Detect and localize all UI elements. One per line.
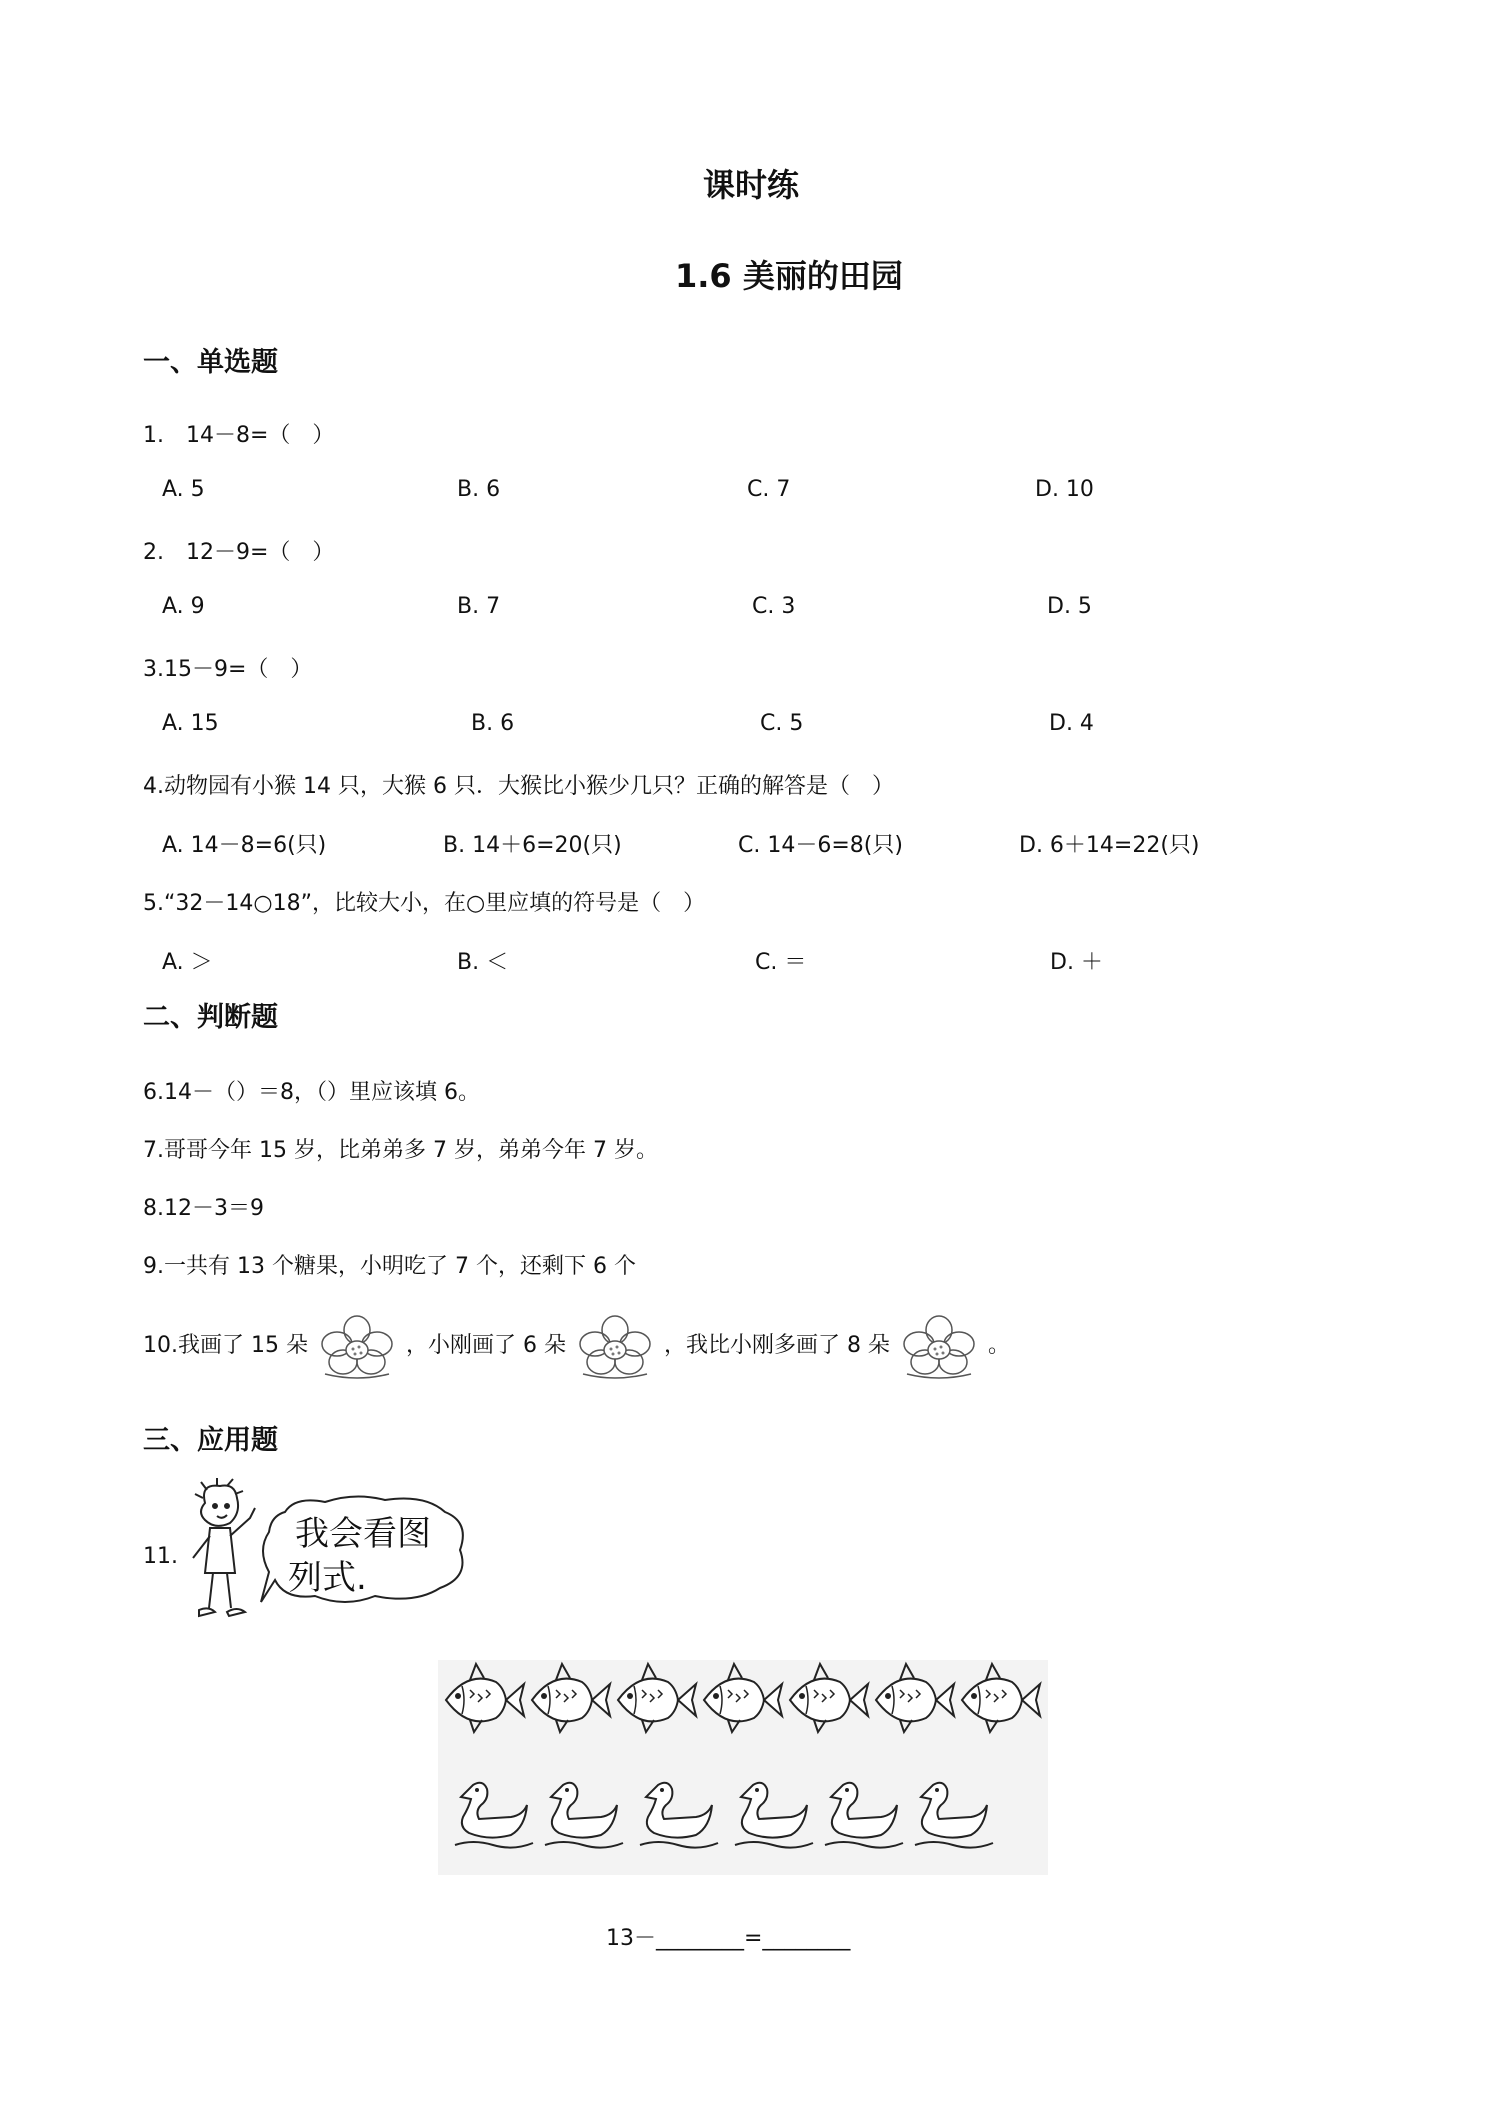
option: C. 3 bbox=[752, 594, 796, 619]
option: D. ＋ bbox=[1050, 950, 1103, 975]
flower-icon bbox=[315, 1308, 399, 1384]
option: A. 14－8=6(只) bbox=[162, 833, 327, 858]
section-heading-single-choice: 一、单选题 bbox=[143, 347, 278, 378]
question-10 bbox=[143, 1308, 1010, 1384]
section-heading-true-false: 二、判断题 bbox=[143, 1002, 278, 1033]
option: A. ＞ bbox=[162, 950, 213, 975]
question-stem: 8.12－3＝9 bbox=[143, 1196, 264, 1221]
bubble-line-2: 列式. bbox=[288, 1558, 367, 1598]
question-stem: 7.哥哥今年 15 岁，比弟弟多 7 岁，弟弟今年 7 岁。 bbox=[143, 1138, 658, 1163]
q10-part2: ，小刚画了 6 朵 bbox=[405, 1333, 566, 1358]
q10-part3: ，我比小刚多画了 8 朵 bbox=[663, 1333, 890, 1358]
option: D. 10 bbox=[1035, 477, 1094, 502]
option: D. 6＋14=22(只) bbox=[1019, 833, 1200, 858]
option: C. 7 bbox=[747, 477, 791, 502]
question-stem: 2. 12－9=（ ） bbox=[143, 540, 335, 565]
question-stem: 5.“32－14○18”，比较大小，在○里应填的符号是（ ） bbox=[143, 891, 706, 916]
option: B. 6 bbox=[471, 711, 515, 736]
page-subtitle: 1.6 美丽的田园 bbox=[675, 257, 903, 295]
option: C. ＝ bbox=[755, 950, 807, 975]
question-number: 11. bbox=[143, 1544, 178, 1569]
option: D. 4 bbox=[1049, 711, 1094, 736]
option: B. 7 bbox=[457, 594, 501, 619]
option: C. 5 bbox=[760, 711, 804, 736]
section-heading-application: 三、应用题 bbox=[143, 1425, 278, 1456]
equation-blank[interactable]: 13－________=________ bbox=[606, 1926, 851, 1951]
question-stem: 4.动物园有小猴 14 只，大猴 6 只．大猴比小猴少几只？正确的解答是（ ） bbox=[143, 774, 894, 799]
q10-part4: 。 bbox=[987, 1333, 1010, 1358]
flower-icon bbox=[573, 1308, 657, 1384]
question-stem: 9.一共有 13 个糖果，小明吃了 7 个，还剩下 6 个 bbox=[143, 1254, 636, 1279]
fish-duck-picture bbox=[438, 1660, 1048, 1875]
page-title: 课时练 bbox=[703, 166, 800, 204]
option: A. 15 bbox=[162, 711, 219, 736]
option: B. 6 bbox=[457, 477, 501, 502]
option: A. 9 bbox=[162, 594, 205, 619]
boy-illustration bbox=[175, 1478, 265, 1628]
option: B. ＜ bbox=[457, 950, 509, 975]
option: C. 14－6=8(只) bbox=[738, 833, 903, 858]
option: A. 5 bbox=[162, 477, 205, 502]
bubble-line-1: 我会看图 bbox=[295, 1514, 431, 1554]
question-stem: 1. 14－8=（ ） bbox=[143, 423, 335, 448]
q10-part1: 10.我画了 15 朵 bbox=[143, 1333, 308, 1358]
option: D. 5 bbox=[1047, 594, 1092, 619]
option: B. 14＋6=20(只) bbox=[443, 833, 622, 858]
question-stem: 3.15－9=（ ） bbox=[143, 657, 313, 682]
flower-icon bbox=[897, 1308, 981, 1384]
question-stem: 6.14－（）＝8，（）里应该填 6。 bbox=[143, 1080, 480, 1105]
